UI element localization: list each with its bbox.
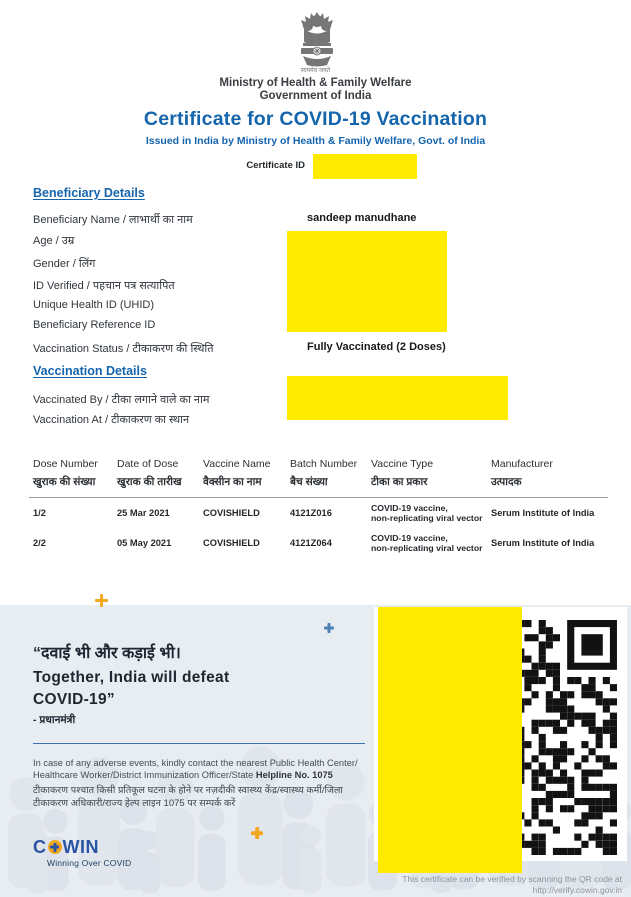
dose-number: 2/2 [33,538,46,548]
uhid-row [33,299,603,315]
quote-hindi: “दवाई भी और कड़ाई भी। [33,645,181,662]
beneficiary-name-row [33,212,603,228]
verify-line2: http://verify.cowin.gov.in [532,884,622,895]
vaccination-status-row [33,341,603,357]
adverse-events-notice-en [33,757,363,781]
field-label: Vaccinated By / टीका लगाने वाले का नाम [33,394,210,406]
col-header-en: Date of Dose [117,458,179,470]
col-header-hi: खुराक की संख्या [33,476,96,488]
field-label: ID Verified / पहचान पत्र सत्यापित [33,280,175,292]
manufacturer: Serum Institute of India [491,538,595,548]
certificate-id-redaction [313,154,417,179]
field-label: Vaccination At / टीकाकरण का स्थान [33,414,190,426]
gender-row [33,256,603,272]
date-of-dose: 25 Mar 2021 [117,508,170,518]
col-header-en: Batch Number [290,458,358,470]
certificate-id-label: Certificate ID [246,160,305,171]
verify-line1: This certificate can be verified by scanning the QR code at [402,874,622,884]
plus-icon [95,594,108,607]
field-label: Unique Health ID (UHID) [33,299,155,311]
field-label: Gender / लिंग [33,258,96,270]
dose-number: 1/2 [33,508,46,518]
vaccine-name: COVISHIELD [203,538,260,548]
cowin-tagline: Winning Over COVID [47,858,132,868]
vaccinated-by-row [33,392,603,408]
age-row [33,233,603,249]
batch-number: 4121Z016 [290,508,332,518]
plus-icon [251,827,263,839]
table-divider [29,497,608,498]
vaccine-type: non-replicating viral vector [371,543,483,553]
field-label: Age / उम्र [33,235,75,247]
field-label: Vaccination Status / टीकाकरण की स्थिति [33,343,214,355]
quote-english-line2: COVID-19” [33,691,115,708]
col-header-hi: वैक्सीन का नाम [203,476,262,488]
beneficiary-name-value: sandeep manudhane [307,212,417,224]
batch-number: 4121Z064 [290,538,332,548]
id-verified-row [33,278,603,294]
vaccination-at-row [33,412,603,428]
dose-table [33,455,608,565]
vaccination-details-heading: Vaccination Details [33,364,147,378]
ministry-name: Ministry of Health & Family Welfare [219,77,412,89]
beneficiary-details-heading: Beneficiary Details [33,186,145,200]
notice-en-line2: Healthcare Worker/District Immunization Officer/State [33,770,256,780]
col-header-hi: टीका का प्रकार [371,476,428,488]
notice-en-line1: In case of any adverse events, kindly contact the nearest Public Health Center/ [33,758,358,768]
government-name: Government of India [259,90,372,102]
reference-id-row [33,319,603,335]
certificate-title: Certificate for COVID-19 Vaccination [143,108,488,130]
col-header-en: Manufacturer [491,458,553,470]
col-header-hi: उत्पादक [491,476,522,488]
emblem-of-india-icon [297,12,337,68]
col-header-en: Vaccine Name [203,458,271,470]
vaccine-type: COVID-19 vaccine, [371,533,448,543]
table-row [33,503,608,527]
cowin-logo-win: WIN [62,836,99,857]
col-header-hi: खुराक की तारीख [117,476,182,488]
col-header-en: Dose Number [33,458,98,470]
field-label: Beneficiary Reference ID [33,319,156,331]
quote-divider [33,743,365,744]
qr-redaction [378,607,522,873]
table-row [33,533,608,557]
cowin-logo-c: C [33,836,47,857]
plus-icon [324,623,334,633]
manufacturer: Serum Institute of India [491,508,595,518]
vaccination-status-value: Fully Vaccinated (2 Doses) [307,341,446,353]
certificate-subtitle: Issued in India by Ministry of Health & Family Welfare, Govt. of India [145,135,486,147]
verify-note [322,874,622,895]
adverse-events-notice-hi: टीकाकरण पश्चात किसी प्रतिकूल घटना के होने पर नज़दीकी स्वास्थ्य केंद्र/स्वास्थ्य कर्मी/जिला टीकाकरण अधिकारी/राज्य हेल्प लाइन 1075 पर सम्पर्क करें [33,785,343,809]
quote-english-line1: Together, India will defeat [33,669,230,686]
vaccine-name: COVISHIELD [203,508,260,518]
vaccine-type: non-replicating viral vector [371,513,483,523]
vaccine-type: COVID-19 vaccine, [371,503,448,513]
date-of-dose: 05 May 2021 [117,538,172,548]
field-label: Beneficiary Name / लाभार्थी का नाम [33,214,193,226]
col-header-hi: बैच संख्या [290,476,328,488]
cowin-logo [33,837,99,857]
col-header-en: Vaccine Type [371,458,434,470]
emblem-motto: सत्यमेव जयते [300,68,331,74]
quote-attribution: - प्रधानमंत्री [33,714,76,726]
cowin-plus-icon [48,840,62,854]
helpline-number: Helpline No. 1075 [255,770,333,780]
